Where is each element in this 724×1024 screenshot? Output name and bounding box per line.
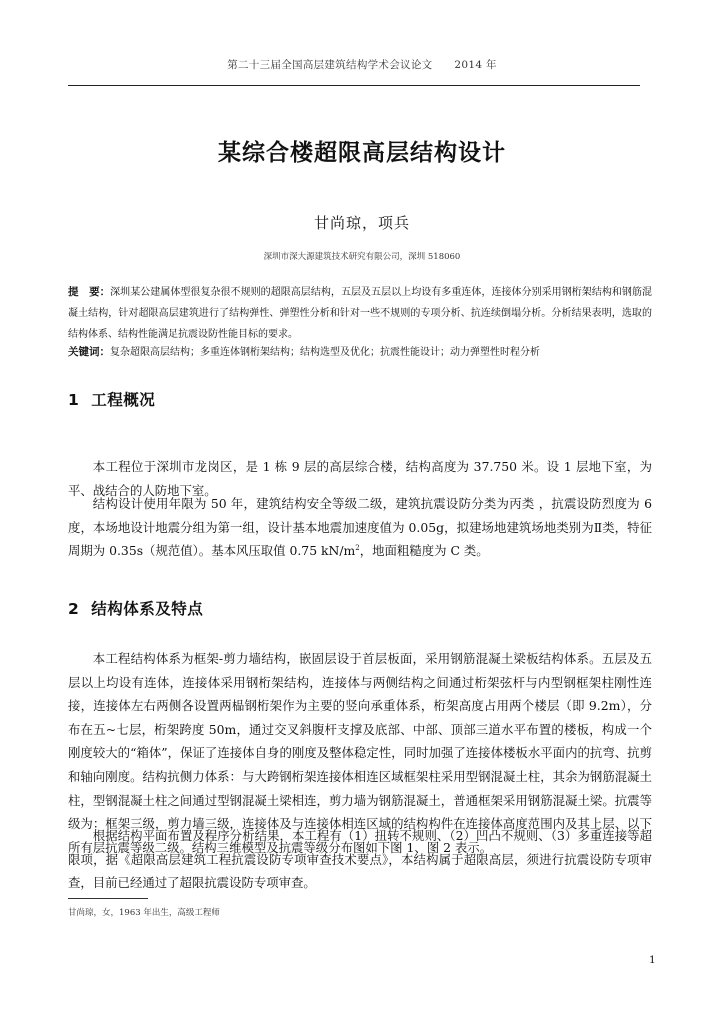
- header-year: 2014 年: [454, 59, 497, 71]
- abstract: [68, 282, 652, 345]
- paper-title: 某综合楼超限高层结构设计: [218, 140, 506, 166]
- authors: 甘尚琼，项兵: [313, 214, 410, 232]
- section-1-heading: [68, 388, 155, 410]
- abstract-text: 深圳某公建属体型很复杂很不规则的超限高层结构，五层及五层以上均设有多重连体，连接体分别采用钢桁架结构和钢筋混凝土结构，针对超限高层建筑进行了结构弹性、弹塑性分析和针对一些不规则的专项分析、抗连续倒塌分析。分析结果表明，选取的结构体系、结构性能满足抗震设防性能目标的要求。: [68, 287, 652, 340]
- page-number: 1: [649, 954, 656, 966]
- section-2-number: 2: [68, 600, 80, 618]
- section-1-paragraph-2-tail: ，地面粗糙度为 C 类。: [359, 543, 489, 559]
- section-2-title: 结构体系及特点: [91, 600, 204, 618]
- footnote: 甘尚琼，女，1963 年出生，高级工程师: [68, 908, 220, 918]
- keywords: [68, 342, 652, 363]
- unit-exponent: 2: [355, 544, 360, 553]
- section-2-paragraph-2: 根据结构平面布置及程序分析结果，本工程有（1）扭转不规则、（2）凹凸不规则、（3）多重连接等超限项，据《超限高层建筑工程抗震设防专项审查技术要点》，本结构属于超限高层，须进行抗震设防专项审查，目前已经通过了超限抗震设防专项审查。: [68, 828, 652, 891]
- running-header: [0, 57, 724, 72]
- section-1-paragraph-2-text: 结构设计使用年限为 50 年，建筑结构安全等级二级，建筑抗震设防分类为丙类 ，抗震设防烈度为 6 度，本场地设计地震分组为第一组，设计基本地震加速度值为 0.05g，拟建场地建筑场地类别为Ⅱ类，特征周期为 0.35s（规范值）。基本风压取值 0.75 kN/m: [68, 496, 652, 559]
- conference-name: 第二十三届全国高层建筑结构学术会议论文: [227, 59, 433, 71]
- section-1-title: 工程概况: [91, 391, 156, 409]
- footnote-rule: [68, 898, 148, 899]
- section-1-paragraph-1: 本工程位于深圳市龙岗区，是 1 栋 9 层的高层综合楼，结构高度为 37.750 米。设 1 层地下室，为平、战结合的人防地下室。: [68, 459, 652, 498]
- header-rule: [68, 85, 640, 86]
- abstract-label: 提 要：: [68, 286, 111, 298]
- keywords-label: 关键词：: [68, 346, 110, 358]
- affiliation: 深圳市深大源建筑技术研究有限公司，深圳 518060: [263, 252, 461, 262]
- keywords-text: 复杂超限高层结构；多重连体钢桁架结构；结构选型及优化；抗震性能设计；动力弹塑性时程分析: [110, 347, 540, 358]
- section-1-paragraph-2: [68, 492, 652, 563]
- section-2-heading: [68, 597, 203, 619]
- section-1-number: 1: [68, 391, 80, 409]
- section-2-paragraph-1: 本工程结构体系为框架-剪力墙结构，嵌固层设于首层板面，采用钢筋混凝土梁板结构体系。五层及五层以上均设有连体，连接体采用钢桁架结构，连接体与两侧结构之间通过桁架弦杆与内型钢框架柱刚性连接，连接体左右两侧各设置两榀钢桁架作为主要的竖向承重体系，桁架高度占用两个楼层（即 9.2m），分布在五~七层，桁架跨度 50m，通过交叉斜腹杆支撑及底部、中部、顶部三道水平布置的楼板，构成一个刚度较大的“箱体”，保证了连接体自身的刚度及整体稳定性，同时加强了连接体楼板水平面内的抗弯、抗剪和轴向刚度。结构抗侧力体系：与大跨钢桁架连接体相连区域框架柱采用型钢混凝土柱，其余为钢筋混凝土柱，型钢混凝土柱之间通过型钢混凝土梁相连，剪力墙为钢筋混凝土，普通框架采用钢筋混凝土梁。抗震等级为：框架三级，剪力墙三级，连接体及与连接体相连区域的结构构件在连接体高度范围内及其上层、以下所有层抗震等级二级。结构三维模型及抗震等级分布图如下图 1、图 2 表示。: [68, 651, 652, 855]
